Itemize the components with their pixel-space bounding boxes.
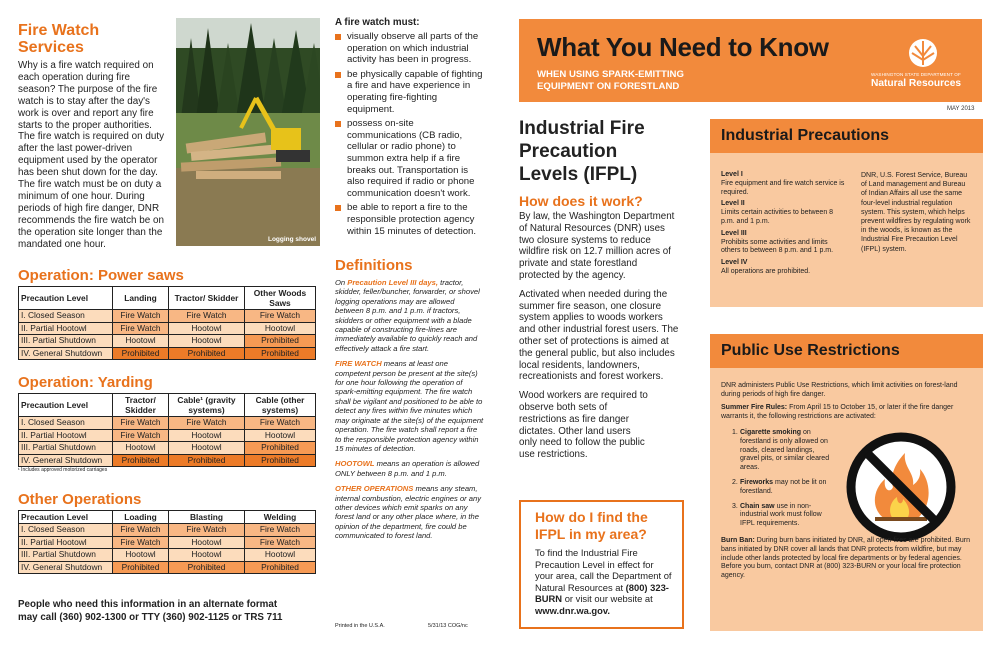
definition-text: tractor, skidder, feller/buncher, forwarder, or shovel logging operations may are allowed between 8 p.m. and 1 p.m. if tractors, skidders or other equipment with a blade capable of constructing fire-lines are immediately available to quickly reach and effectively attack a fire start. bbox=[335, 278, 480, 353]
publication-date: MAY 2013 bbox=[947, 106, 975, 112]
yarding-title: Operation: Yarding bbox=[18, 374, 153, 391]
table-cell: II. Partial Hootowl bbox=[19, 322, 113, 335]
table-cell: Prohibited bbox=[245, 347, 316, 360]
table-cell: Hootowl bbox=[113, 335, 169, 348]
table-cell: Fire Watch bbox=[245, 536, 316, 549]
table-row bbox=[19, 549, 316, 562]
fire-watch-title: Fire Watch Services bbox=[18, 22, 100, 56]
table-row bbox=[19, 335, 316, 348]
definition-term: FIRE WATCH bbox=[335, 359, 382, 369]
table-cell: Prohibited bbox=[245, 454, 316, 467]
dnr-logo-icon bbox=[908, 38, 938, 68]
list-item bbox=[721, 259, 846, 277]
summer-text: From April 15 to October 15, or later if the fire danger warrants it, the following restrictions are activated: bbox=[721, 404, 954, 420]
find-or-text: or visit our website at bbox=[562, 593, 653, 605]
table-cell: III. Partial Shutdown bbox=[19, 442, 113, 455]
table-cell: Hootowl bbox=[245, 549, 316, 562]
table-cell: Hootowl bbox=[169, 335, 245, 348]
table-cell: Prohibited bbox=[245, 442, 316, 455]
yarding-table bbox=[18, 393, 316, 467]
table-cell: Fire Watch bbox=[113, 524, 169, 537]
alt-format-note bbox=[18, 599, 283, 624]
industrial-title: Industrial Precautions bbox=[710, 119, 983, 153]
item-text: may not be lit on forestland. bbox=[740, 478, 827, 495]
industrial-description: DNR, U.S. Forest Service, Bureau of Land management and Bureau of Indian Affairs all use the same four-level industrial regulation system. This system, which helps prevent wildfires by regulating work in the woods, is known as the Industrial Fire Precaution Level (IFPL) system. bbox=[861, 172, 971, 253]
table-header: Precaution Level bbox=[19, 511, 113, 524]
table-row bbox=[19, 454, 316, 467]
dept-small-text: WASHINGTON STATE DEPARTMENT OF bbox=[871, 72, 961, 77]
ifpl-title-line: Precaution bbox=[519, 141, 618, 162]
table-row bbox=[19, 429, 316, 442]
definition-term: OTHER OPERATIONS bbox=[335, 484, 414, 494]
list-item: possess on-site communications (CB radio, cellular or radio phone) to summon extra help if a fire breaks out. Transportation is also required if radio or phone communication doesn't work. bbox=[335, 118, 485, 199]
table-row bbox=[19, 536, 316, 549]
table-cell: III. Partial Shutdown bbox=[19, 549, 113, 562]
level-desc: Limits certain activities to between 8 p.m. and 1 p.m. bbox=[721, 209, 834, 225]
level-name: Level I bbox=[721, 171, 743, 178]
ifpl-section bbox=[519, 117, 679, 461]
table-cell: Fire Watch bbox=[113, 310, 169, 323]
table-row bbox=[19, 442, 316, 455]
table-cell: Hootowl bbox=[169, 429, 245, 442]
definition-hootowl bbox=[335, 459, 485, 478]
definition-text: means any steam, internal combustion, electric engines or any other devices which emit sparks on any forest land or any other place where, in the opinion of the department, fire could be communicated to forest land. bbox=[335, 484, 482, 541]
table-cell: Fire Watch bbox=[169, 310, 245, 323]
fire-watch-must-heading: A fire watch must: bbox=[335, 17, 420, 28]
definition-other-ops bbox=[335, 484, 485, 540]
table-cell: Prohibited bbox=[169, 454, 245, 467]
list-item bbox=[721, 171, 846, 197]
alt-format-line: may call (360) 902-1300 or TTY (360) 902-1125 or TRS 711 bbox=[18, 611, 283, 623]
definition-text: means an operation is allowed ONLY between 8 p.m. and 1 p.m. bbox=[335, 459, 480, 478]
table-cell: Fire Watch bbox=[169, 524, 245, 537]
table-cell: I. Closed Season bbox=[19, 417, 113, 430]
ifpl-paragraph: Activated when needed during the summer fire season, one closure system applies to woods workers and other industrial forest users. The other set of protections is aimed at the general public, but also includes local residents, landowners, recreationists and forest workers. bbox=[519, 288, 679, 383]
table-cell: Prohibited bbox=[113, 347, 169, 360]
table-row bbox=[19, 561, 316, 574]
definition-term: HOOTOWL bbox=[335, 459, 375, 469]
other-ops-table bbox=[18, 510, 316, 574]
summer-fire-rules bbox=[721, 404, 973, 422]
power-saws-section bbox=[18, 268, 316, 360]
table-header: Precaution Level bbox=[19, 287, 113, 310]
yarding-section bbox=[18, 375, 316, 474]
table-cell: Hootowl bbox=[113, 442, 169, 455]
list-item: be physically capable of fighting a fire and have experience in operating fire-fighting equipment. bbox=[335, 69, 485, 115]
levels-list bbox=[721, 171, 846, 277]
fire-watch-body: Why is a fire watch required on each operation during fire season? The purpose of the fire watch is to stay after the day's work is over and report any fire starts to the proper authorities. The fire watch is required on duty after the last power-driven equipment used by the operator has been shut down for the day. The fire watch must be on duty a minimum of one hour. During periods of high fire danger, DNR recommends the fire watch be on the operation site longer than the mandated one hour. bbox=[18, 60, 165, 250]
public-use-intro: DNR administers Public Use Restrictions, which limit activities on forest-land during periods of high fire danger. bbox=[721, 382, 958, 398]
table-cell: Prohibited bbox=[113, 561, 169, 574]
find-ifpl-text bbox=[535, 547, 674, 617]
table-row bbox=[19, 322, 316, 335]
public-use-panel bbox=[710, 334, 983, 631]
other-ops-title: Other Operations bbox=[18, 491, 142, 508]
table-row bbox=[19, 347, 316, 360]
definition-lead: On bbox=[335, 278, 348, 287]
list-item: be able to report a fire to the responsible protection agency within 15 minutes of detection. bbox=[335, 202, 485, 237]
definitions-section bbox=[335, 258, 485, 541]
table-row bbox=[19, 417, 316, 430]
other-ops-section bbox=[18, 492, 316, 574]
definition-term: Precaution Level III days, bbox=[347, 278, 438, 287]
table-cell: Fire Watch bbox=[113, 429, 169, 442]
item-term: Fireworks bbox=[740, 478, 774, 486]
table-cell: Prohibited bbox=[245, 561, 316, 574]
table-header: Cable (other systems) bbox=[245, 394, 316, 417]
burn-ban bbox=[721, 537, 973, 581]
list-item: 1. Cigarette smoking on forestland is only allowed on roads, cleared landings, gravel pits, or similar cleared areas. bbox=[732, 429, 830, 472]
yarding-footnote: ¹ Includes approved motorized carriages bbox=[18, 467, 108, 473]
item-term: Chain saw bbox=[740, 502, 775, 510]
fire-watch-services bbox=[18, 22, 168, 251]
table-header: Welding bbox=[245, 511, 316, 524]
table-cell: Prohibited bbox=[169, 561, 245, 574]
find-heading-line: How do I find the bbox=[535, 509, 648, 525]
summer-label: Summer Fire Rules: bbox=[721, 404, 788, 411]
printed-note: Printed in the U.S.A. bbox=[335, 623, 385, 629]
find-heading-line: IFPL in my area? bbox=[535, 526, 647, 542]
photo-caption: Logging shovel bbox=[267, 236, 316, 243]
level-name: Level IV bbox=[721, 259, 748, 267]
table-cell: I. Closed Season bbox=[19, 524, 113, 537]
fire-watch-must bbox=[335, 17, 485, 237]
print-code: 5/31/13 COG/nc bbox=[428, 623, 468, 629]
table-header: Tractor/ Skidder bbox=[169, 287, 245, 310]
table-row bbox=[19, 310, 316, 323]
table-cell: IV. General Shutdown bbox=[19, 347, 113, 360]
definition-fire-watch bbox=[335, 359, 485, 453]
industrial-precautions-panel bbox=[710, 119, 983, 307]
banner-subtitle-line: EQUIPMENT ON FORESTLAND bbox=[537, 81, 680, 92]
table-row bbox=[19, 524, 316, 537]
table-cell: Hootowl bbox=[113, 549, 169, 562]
restrictions-list bbox=[732, 429, 832, 529]
banner-subtitle bbox=[537, 69, 684, 93]
table-cell: Hootowl bbox=[169, 442, 245, 455]
level-name: Level III bbox=[721, 229, 747, 237]
burn-label: Burn Ban: bbox=[721, 537, 755, 544]
find-ifpl-heading bbox=[535, 509, 674, 543]
table-cell: II. Partial Hootowl bbox=[19, 429, 113, 442]
ifpl-paragraph: By law, the Washington Department of Natural Resources (DNR) uses two closure systems to reduce wildfire risk on 12.7 million acres of private and state forestland protected by the agency. bbox=[519, 211, 675, 281]
table-header: Other Woods Saws bbox=[245, 287, 316, 310]
ifpl-title bbox=[519, 117, 679, 186]
level-name: Level II bbox=[721, 200, 745, 208]
dept-name: Natural Resources bbox=[871, 78, 962, 89]
item-text: on forestland is only allowed on roads, cleared landings, gravel pits, or similar cleared areas. bbox=[740, 429, 830, 472]
level-desc: Fire equipment and fire watch service is required. bbox=[721, 179, 845, 196]
find-ifpl-box bbox=[519, 500, 684, 629]
table-header: Tractor/ Skidder bbox=[113, 394, 169, 417]
table-cell: Hootowl bbox=[245, 322, 316, 335]
table-header: Precaution Level bbox=[19, 394, 113, 417]
definition-level3 bbox=[335, 278, 485, 353]
table-cell: III. Partial Shutdown bbox=[19, 335, 113, 348]
ifpl-title-line: Industrial Fire bbox=[519, 118, 645, 139]
table-cell: Fire Watch bbox=[113, 322, 169, 335]
table-cell: Hootowl bbox=[169, 536, 245, 549]
public-use-title: Public Use Restrictions bbox=[710, 334, 983, 368]
table-header: Loading bbox=[113, 511, 169, 524]
table-cell: Hootowl bbox=[169, 322, 245, 335]
table-cell: Prohibited bbox=[113, 454, 169, 467]
list-item bbox=[721, 200, 846, 226]
table-cell: Prohibited bbox=[245, 335, 316, 348]
burn-text: During burn bans initiated by DNR, all open fires are prohibited. Burn bans initiated by DNR cover all lands that DNR protects from wildfire, but may include other lands protected by local fire departments or by federal agencies. Before you burn, contact DNR at (800) 323-BURN or your local fire protection agency. bbox=[721, 537, 971, 580]
list-item: 3. Chain saw use in non-industrial work must follow IFPL requirements. bbox=[732, 502, 822, 528]
definition-text: means at least one competent person be present at the site(s) for one hour following the operation of spark-emitting equipment. The fire watch shall be vigilant and positioned to be able to detect any fires within five minutes which may originate at the site(s) of the equipment operation. The fire watch shall report a fire to the responsible protection agency within 15 minutes of detection. bbox=[335, 359, 484, 453]
no-fire-icon bbox=[845, 431, 957, 543]
item-text: use in non-industrial work must follow IFPL requirements. bbox=[740, 502, 822, 528]
table-cell: Fire Watch bbox=[245, 417, 316, 430]
list-item: 2. Fireworks may not be lit on forestland. bbox=[732, 478, 827, 495]
table-header: Landing bbox=[113, 287, 169, 310]
table-cell: Hootowl bbox=[169, 549, 245, 562]
banner-title: What You Need to Know bbox=[537, 32, 829, 62]
item-term: Cigarette smoking bbox=[740, 429, 802, 436]
dnr-website[interactable]: www.dnr.wa.gov. bbox=[535, 604, 611, 616]
definitions-heading: Definitions bbox=[335, 257, 413, 274]
list-item: visually observe all parts of the operation on which industrial activity has been in progress. bbox=[335, 31, 485, 66]
logging-shovel-photo bbox=[176, 18, 320, 246]
table-cell: II. Partial Hootowl bbox=[19, 536, 113, 549]
photo-illustration bbox=[176, 18, 320, 246]
how-it-works-heading: How does it work? bbox=[519, 193, 643, 209]
table-cell: Prohibited bbox=[169, 347, 245, 360]
banner-subtitle-line: WHEN USING SPARK-EMITTING bbox=[537, 69, 684, 80]
ifpl-paragraph: Wood workers are required to observe both sets of restrictions as fire danger dictates. Other land users only need to follow the public use restrictions. bbox=[519, 390, 648, 461]
table-cell: IV. General Shutdown bbox=[19, 561, 113, 574]
table-cell: Fire Watch bbox=[113, 417, 169, 430]
ifpl-title-line: Levels (IFPL) bbox=[519, 164, 638, 185]
alt-format-line: People who need this information in an alternate format bbox=[18, 599, 278, 610]
level-desc: All operations are prohibited. bbox=[721, 267, 811, 275]
burn-phone: (800) 323-BURN bbox=[535, 581, 669, 605]
table-cell: Fire Watch bbox=[113, 536, 169, 549]
table-cell: Fire Watch bbox=[245, 524, 316, 537]
find-text: To find the Industrial Fire Precaution Level in effect for your area, call the Department of Natural Resources at bbox=[535, 547, 672, 593]
table-cell: I. Closed Season bbox=[19, 310, 113, 323]
table-header: Cable¹ (gravity systems) bbox=[169, 394, 245, 417]
table-cell: IV. General Shutdown bbox=[19, 454, 113, 467]
table-cell: Hootowl bbox=[245, 429, 316, 442]
list-item bbox=[721, 230, 846, 256]
table-cell: Fire Watch bbox=[245, 310, 316, 323]
banner bbox=[519, 19, 982, 102]
table-cell: Fire Watch bbox=[169, 417, 245, 430]
power-saws-table bbox=[18, 286, 316, 360]
level-desc: Prohibits some activities and limits others to between 8 p.m. and 1 p.m. bbox=[721, 238, 834, 255]
power-saws-title: Operation: Power saws bbox=[18, 267, 184, 284]
table-header: Blasting bbox=[169, 511, 245, 524]
